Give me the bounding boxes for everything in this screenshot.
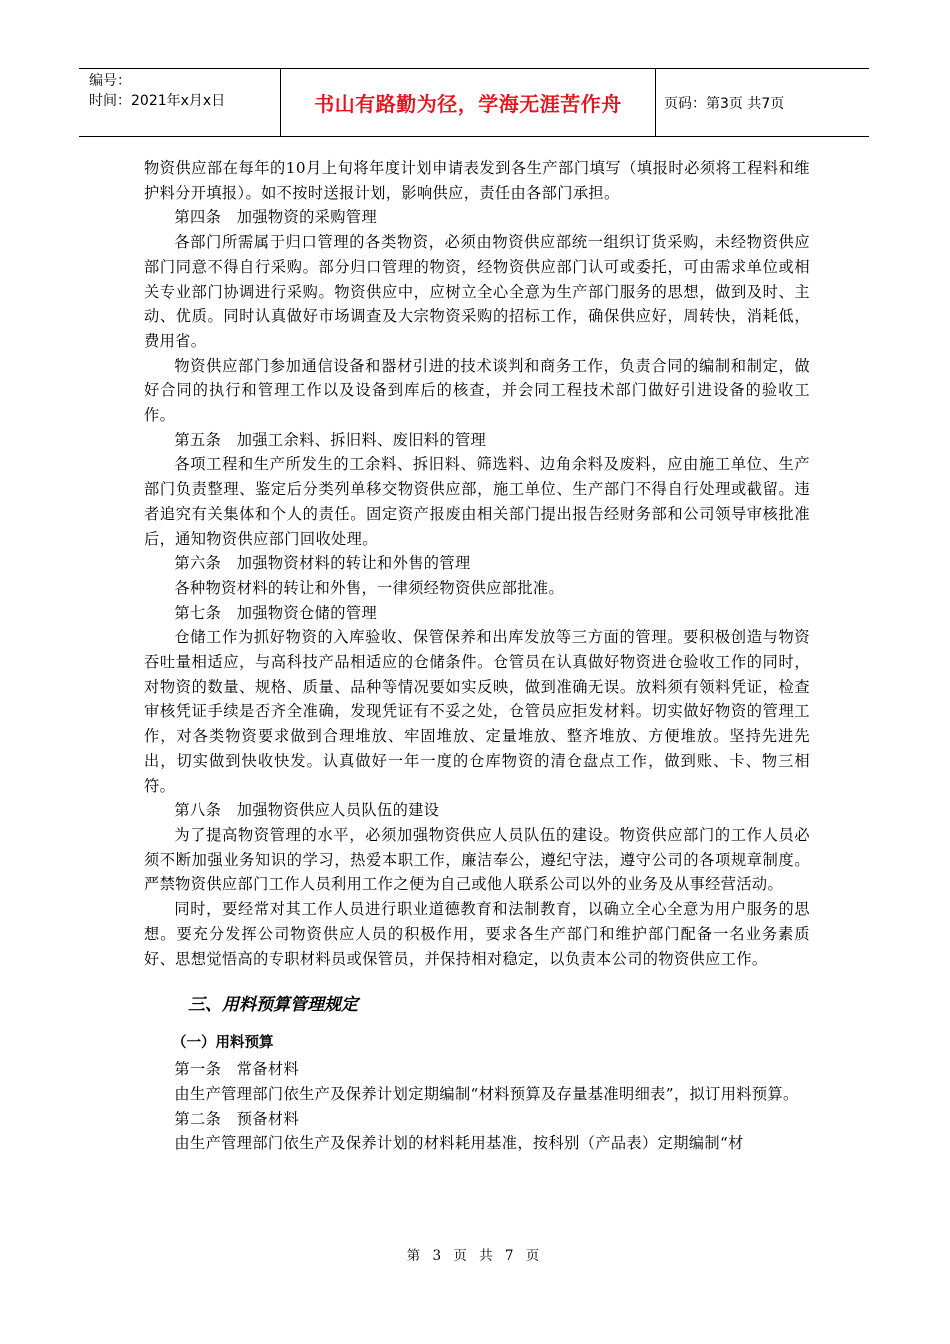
article-heading: 第一条 常备材料: [174, 1060, 300, 1079]
header-page-info: 页码：第3页 共7页: [664, 95, 785, 112]
paragraph: 同时，要经常对其工作人员进行职业道德教育和法制教育，以确立全心全意为用户服务的思想。要充分发挥公司物资供应人员的积极作用，要求各生产部门和维护部门配备一名业务素质好、思想觉悟高的专职材料员或保管员，并保持相对稳定，以负责本公司的物资供应工作。: [144, 900, 810, 968]
paragraph: 物资供应部在每年的10月上旬将年度计划申请表发到各生产部门填写（填报时必须将工程料和维护料分开填报）。如不按时送报计划，影响供应，责任由各部门承担。: [144, 159, 810, 202]
page-header: [79, 68, 869, 137]
section-title: 三、用料预算管理规定: [188, 995, 358, 1016]
paragraph: 各部门所需属于归口管理的各类物资，必须由物资供应部统一组织订货采购，未经物资供应部门同意不得自行采购。部分归口管理的物资，经物资供应部门认可或委托，可由需求单位或相关专业部门协调进行采购。物资供应中，应树立全心全意为生产部门服务的思想，做到及时、主动、优质。同时认真做好市场调查及大宗物资采购的招标工作，确保供应好，周转快，消耗低，费用省。: [144, 233, 810, 350]
article-heading: 第七条 加强物资仓储的管理: [174, 603, 378, 622]
article-heading: 第六条 加强物资材料的转让和外售的管理: [174, 554, 471, 573]
paragraph: 为了提高物资管理的水平，必须加强物资供应人员队伍的建设。物资供应部门的工作人员必须不断加强业务知识的学习，热爱本职工作，廉洁奉公，遵纪守法，遵守公司的各项规章制度。严禁物资供应部门工作人员利用工作之便为自己或他人联系公司以外的业务及从事经营活动。: [144, 825, 810, 894]
article-heading: 第五条 加强工余料、拆旧料、废旧料的管理: [174, 430, 487, 449]
paragraph: 仓储工作为抓好物资的入库验收、保管保养和出库发放等三方面的管理。要积极创造与物资吞吐量相适应，与高科技产品相适应的仓储条件。仓管员在认真做好物资进仓验收工作的同时，对物资的数量、规格、质量、品种等情况要如实反映，做到准确无误。放料须有领料凭证，检查审核凭证手续是否齐全准确，发现凭证有不妥之处，仓管员应拒发材料。切实做好物资的管理工作，对各类物资要求做到合理堆放、牢固堆放、定量堆放、整齐堆放、方便堆放。坚持先进先出，切实做到快收快发。认真做好一年一度的仓库物资的清仓盘点工作，做到账、卡、物三相符。: [144, 628, 810, 795]
article-heading: 第四条 加强物资的采购管理: [174, 208, 378, 227]
header-meta: [79, 69, 281, 136]
document-date: 时间：2021年x月x日: [89, 93, 226, 109]
paragraph: 物资供应部门参加通信设备和器材引进的技术谈判和商务工作，负责合同的编制和制定，做好合同的执行和管理工作以及设备到库后的核查，并会同工程技术部门做好引进设备的验收工作。: [144, 356, 810, 425]
paragraph: 由生产管理部门依生产及保养计划定期编制“材料预算及存量基准明细表”，拟订用料预算。: [174, 1084, 799, 1103]
document-code-label: 编号：: [89, 73, 131, 89]
document-body: [144, 156, 810, 1156]
subsection-title: （一）用料预算: [172, 1035, 274, 1052]
paragraph: 各项工程和生产所发生的工余料、拆旧料、筛选料、边角余料及废料，应由施工单位、生产部门负责整理、鉴定后分类列单移交物资供应部，施工单位、生产部门不得自行处理或截留。违者追究有关集体和个人的责任。固定资产报废由相关部门提出报告经财务部和公司领导审核批准后，通知物资供应部门回收处理。: [144, 455, 810, 548]
paragraph: 由生产管理部门依生产及保养计划的材料耗用基准，按科别（产品表）定期编制“材: [174, 1134, 744, 1153]
paragraph: 各种物资材料的转让和外售，一律须经物资供应部批准。: [174, 578, 565, 597]
article-heading: 第八条 加强物资供应人员队伍的建设: [174, 801, 440, 820]
header-motto: 书山有路勤为径，学海无涯苦作舟: [281, 69, 656, 136]
page-footer: 第 3 页 共 7 页: [406, 1248, 544, 1264]
article-heading: 第二条 预备材料: [174, 1109, 300, 1128]
